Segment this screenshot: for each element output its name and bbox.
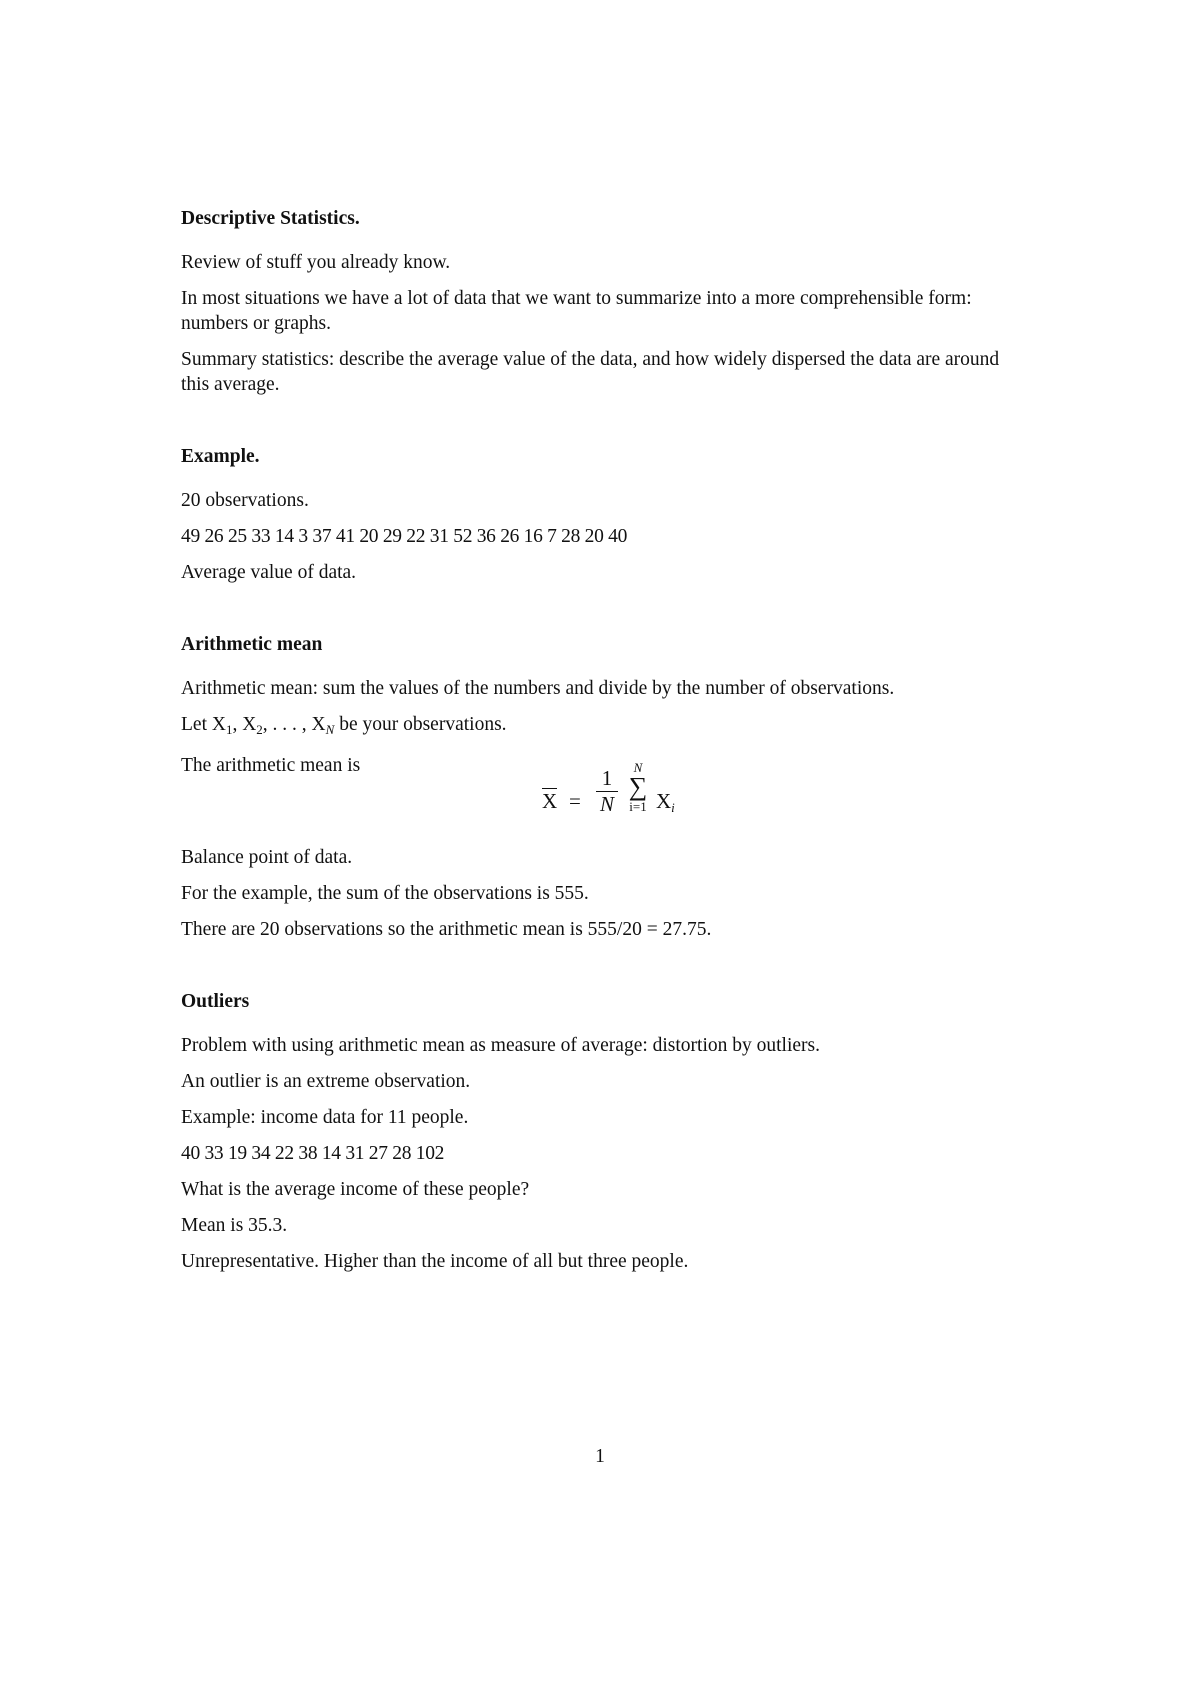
formula-x-bar: X (542, 789, 558, 813)
arithmetic-mean-formula (542, 761, 702, 845)
formula-summation (624, 761, 652, 815)
paragraph-mean-income: Mean is 35.3. (181, 1215, 288, 1236)
section-gap (181, 596, 1031, 632)
page-content (181, 206, 1031, 1285)
paragraph-outlier-problem: Problem with using arithmetic mean as measure of average: distortion by outliers. (181, 1035, 821, 1056)
page-number: 1 (595, 1446, 605, 1467)
heading-outliers: Outliers (181, 991, 250, 1012)
formula-equals: = (569, 789, 581, 813)
formula-term: $X_i$ (656, 789, 675, 815)
heading-descriptive-statistics: Descriptive Statistics. (181, 208, 360, 229)
paragraph-unrepresentative: Unrepresentative. Higher than the income of all but three people. (181, 1251, 689, 1272)
formula-numerator: 1 (601, 766, 613, 790)
formula-denominator: N (599, 792, 614, 816)
paragraph-mean-definition: Arithmetic mean: sum the values of the numbers and divide by the number of observations. (181, 678, 895, 699)
paragraph-income-example: Example: income data for 11 people. (181, 1107, 469, 1128)
formula-fraction (596, 767, 618, 816)
example-data-values: 49 26 25 33 14 3 37 41 20 29 22 31 52 36 26 16 7 28 20 40 (181, 526, 628, 547)
income-data-values: 40 33 19 34 22 38 14 31 27 28 102 (181, 1143, 445, 1164)
heading-arithmetic-mean: Arithmetic mean (181, 634, 323, 655)
formula-intro-text: The arithmetic mean is (181, 755, 361, 776)
paragraph-sum-observations: For the example, the sum of the observations is 555. (181, 883, 589, 904)
formula-sum-upper: N (633, 760, 643, 775)
paragraph-average-value: Average value of data. (181, 562, 357, 583)
paragraph-summarize: In most situations we have a lot of data that we want to summarize into a more comprehensible form: numbers or graphs. (181, 288, 972, 334)
paragraph-let-observations: Let $X_1$, $X_2$, . . . , $X_N$ be your observations. (181, 714, 507, 737)
paragraph-balance-point: Balance point of data. (181, 847, 353, 868)
heading-example: Example. (181, 446, 260, 467)
paragraph-review: Review of stuff you already know. (181, 252, 451, 273)
paragraph-summary-statistics: Summary statistics: describe the average value of the data, and how widely dispersed the data are around this average. (181, 349, 1000, 395)
paragraph-average-income-question: What is the average income of these people? (181, 1179, 530, 1200)
formula-sigma-symbol: ∑ (628, 772, 648, 801)
paragraph-observations-count: 20 observations. (181, 490, 309, 511)
paragraph-outlier-definition: An outlier is an extreme observation. (181, 1071, 471, 1092)
paragraph-mean-result: There are 20 observations so the arithmetic mean is 555/20 = 27.75. (181, 919, 712, 940)
formula-block (181, 753, 1031, 845)
formula-sum-lower: i=1 (629, 799, 647, 814)
section-gap (181, 408, 1031, 444)
section-gap (181, 953, 1031, 989)
